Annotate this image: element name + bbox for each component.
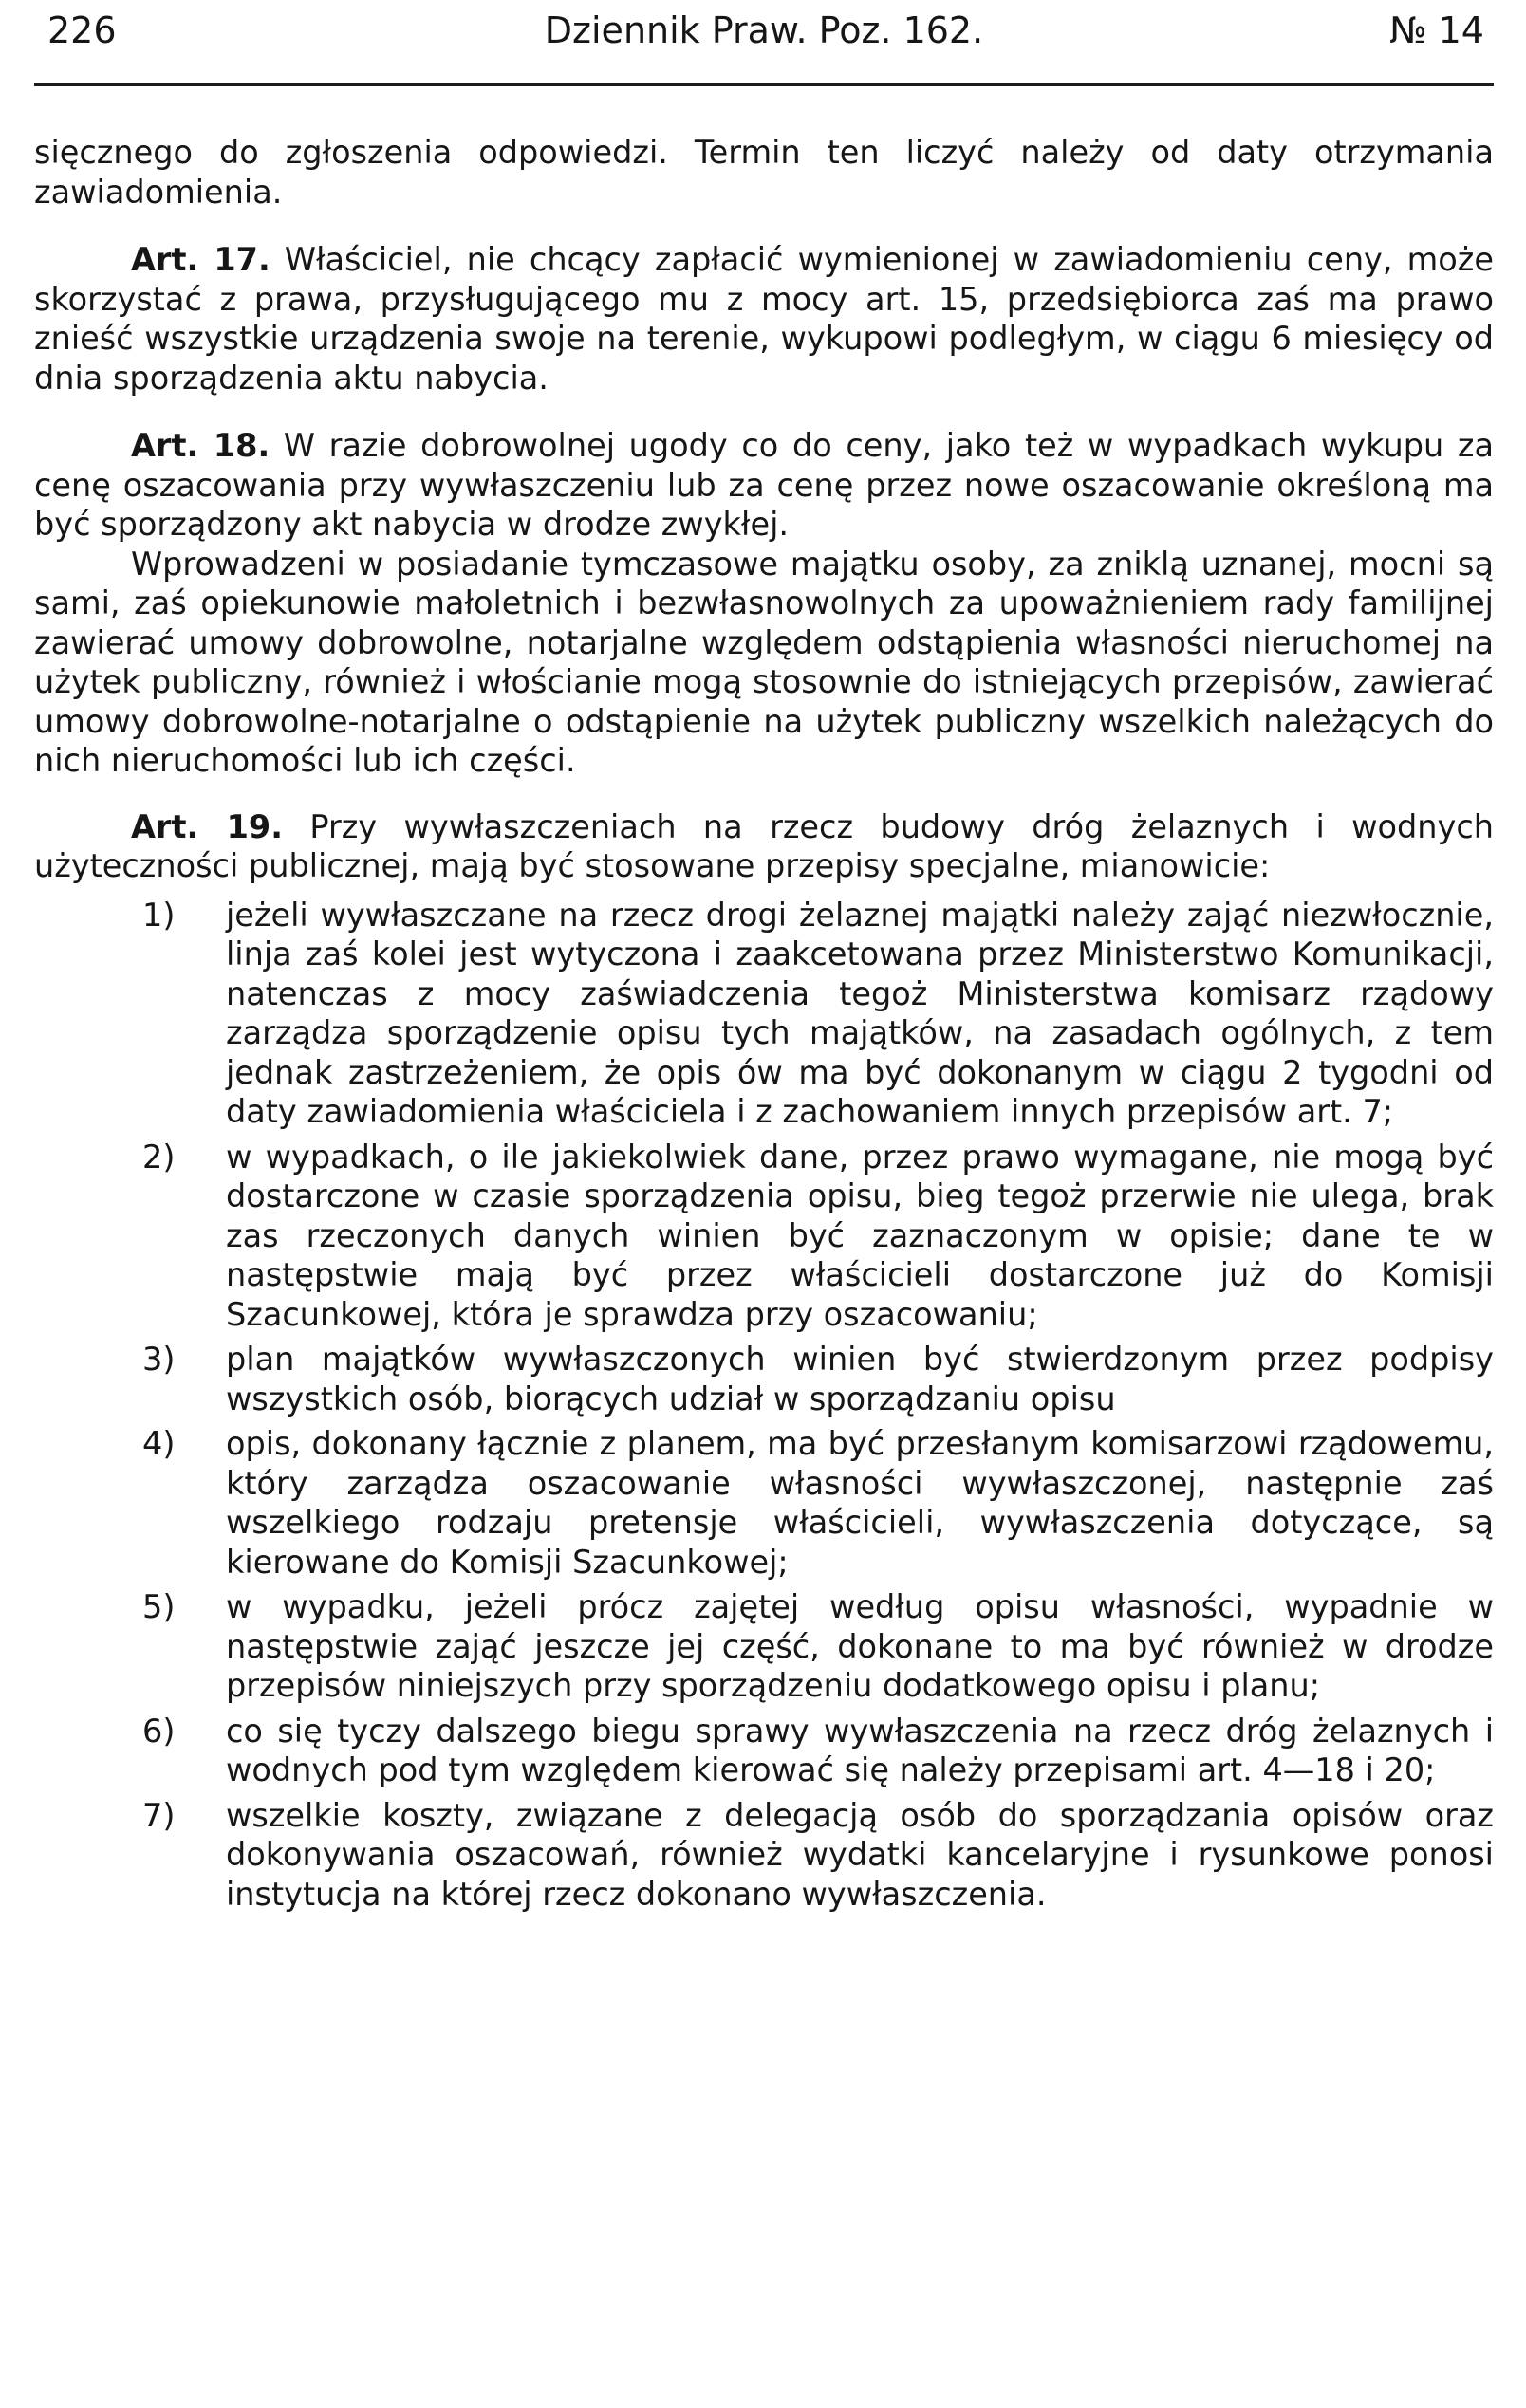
article-18-label: Art. 18. [131, 427, 270, 464]
document-body [34, 133, 1494, 1919]
list-item-text: opis, dokonany łącznie z planem, ma być przesłanym komisarzowi rządowemu, który zarządza oszacowanie własności wywłaszczonej, następnie zaś wszelkiego rodzaju pretensje właścicieli, wywłaszczenia dotyczące, są kierowane do Komisji Szacunkowej; [226, 1425, 1494, 1581]
list-item [34, 896, 1494, 1132]
header-rule [34, 83, 1494, 86]
list-item-text: w wypadku, jeżeli prócz zajętej według opisu własności, wypadnie w następstwie zająć jeszcze jej część, dokonane to ma być również w drodze przepisów niniejszych przy sporządzeniu dodatkowego opisu i planu; [226, 1588, 1494, 1704]
list-item [34, 1138, 1494, 1335]
list-item-text: co się tyczy dalszego biegu sprawy wywłaszczenia na rzecz dróg żelaznych i wodnych pod tym względem kierować się należy przepisami art. 4—18 i 20; [226, 1712, 1494, 1788]
article-19-label: Art. 19. [131, 807, 283, 845]
article-19-text: Przy wywłaszczeniach na rzecz budowy dróg żelaznych i wodnych użyteczności publicznej, mają być stosowane przepisy specjalne, mianowicie: [34, 807, 1494, 884]
page-header [34, 6, 1494, 55]
paragraph-continuation: sięcznego do zgłoszenia odpowiedzi. Termin ten liczyć należy od daty otrzymania zawiadomienia. [34, 134, 1494, 211]
list-item-number: 1) [142, 896, 176, 934]
list-item-number: 2) [142, 1138, 176, 1176]
list-item [34, 1712, 1494, 1790]
article-19 [34, 807, 1494, 886]
list-item-text: plan majątków wywłaszczonych winien być stwierdzonym przez podpisy wszystkich osób, biorących udział w sporządzaniu opisu [226, 1341, 1494, 1417]
list-item [34, 1796, 1494, 1915]
page-number: 226 [47, 9, 117, 51]
article-18 [34, 426, 1494, 545]
list-item-text: wszelkie koszty, związane z delegacją osób do sporządzania opisów oraz dokonywania oszacowań, również wydatki kancelaryjne i rysunkowe ponosi instytucja na której rzecz dokonano wywłaszczenia. [226, 1796, 1494, 1913]
list-item-number: 7) [142, 1796, 176, 1834]
list-item [34, 1587, 1494, 1706]
list-item-text: jeżeli wywłaszczane na rzecz drogi żelaznej majątki należy zająć niezwłocznie, linja zaś kolei jest wytyczona i zaakcetowana przez Ministerstwo Komunikacji, natenczas z mocy zaświadczenia tegoż Ministerstwa komisarz rządowy zarządza sporządzenie opisu tych majątków, na zasadach ogólnych, z tem jednak zastrzeżeniem, że opis ów ma być dokonanym w ciągu 2 tygodni od daty zawiadomienia właściciela i z zachowaniem innych przepisów art. 7; [226, 896, 1494, 1130]
journal-title: Dziennik Praw. Poz. 162. [544, 9, 984, 51]
list-item-text: w wypadkach, o ile jakiekolwiek dane, przez prawo wymagane, nie mogą być dostarczone w czasie sporządzenia opisu, bieg tegoż przerwie nie ulega, brak zas rzeczonych danych winien być zaznaczonym w opisie; dane te w następstwie mają być przez właścicieli dostarczone już do Komisji Szacunkowej, która je sprawdza przy oszacowaniu; [226, 1138, 1494, 1333]
article-18-text: W razie dobrowolnej ugody co do ceny, jako też w wypadkach wykupu za cenę oszacowania przy wywłaszczeniu lub za cenę przez nowe oszacowanie określoną ma być sporządzony akt nabycia w drodze zwykłej. [34, 427, 1494, 543]
list-item-number: 3) [142, 1341, 176, 1378]
list-item [34, 1340, 1494, 1418]
article-17-label: Art. 17. [131, 241, 270, 278]
article-17-text: Właściciel, nie chcący zapłacić wymienionej w zawiadomieniu ceny, może skorzystać z prawa, przysługującego mu z mocy art. 15, przedsiębiorca zaś ma prawo znieść wszystkie urządzenia swoje na terenie, wykupowi podległym, w ciągu 6 miesięcy od dnia sporządzenia aktu nabycia. [34, 241, 1494, 397]
list-item-number: 6) [142, 1712, 176, 1750]
list-item [34, 1424, 1494, 1582]
list-item-number: 5) [142, 1588, 176, 1625]
article-17 [34, 240, 1494, 398]
issue-number: № 14 [1389, 9, 1484, 51]
article-19-list [34, 896, 1494, 1915]
paragraph-possession: Wprowadzeni w posiadanie tymczasowe majątku osoby, za zniklą uznanej, mocni są sami, zaś opiekunowie małoletnich i bezwłasnowolnych za upoważnieniem rady familijnej zawierać umowy dobrowolne, notarjalne względem odstąpienia własności nieruchomej na użytek publiczny, również i włościanie mogą stosownie do istniejących przepisów, zawierać umowy dobrowolne-notarjalne o odstąpienie na użytek publiczny wszelkich należących do nich nieruchomości lub ich części. [34, 545, 1494, 779]
list-item-number: 4) [142, 1425, 176, 1462]
